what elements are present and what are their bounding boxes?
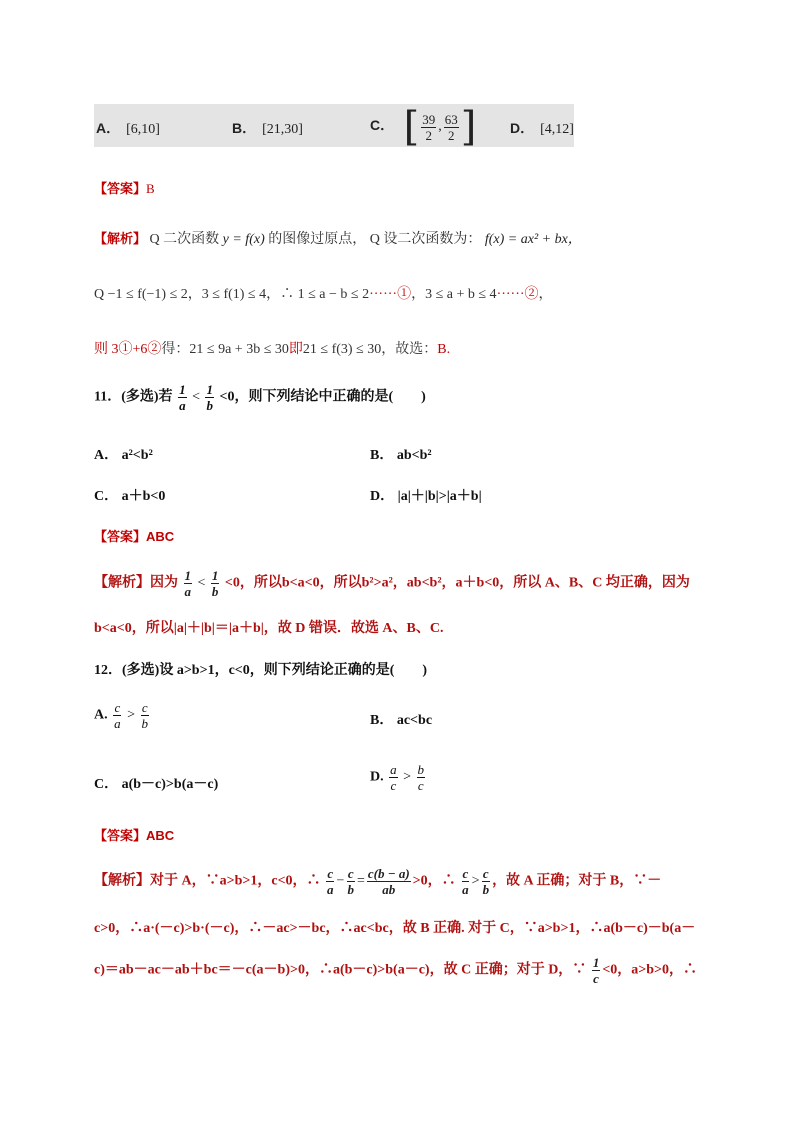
- option-c: C． [ $\frac{39}{2}$ , $\frac{63}{2}$ ]: [370, 104, 477, 150]
- q12-option-a: A. $\frac{c}{a}$ > $\frac{c}{b}$: [94, 700, 149, 731]
- q12-analysis-line3: c)＝ab－ac－ab＋bc＝－c(a－b)>0，∴a(b－c)>b(a－c)，故 C 正确；对于 D，∵ $\frac{1}{c}$ <0，a>b>0，∴: [94, 955, 698, 986]
- q11-analysis-line1: 【解析】因为 $\frac{1}{a}$ < $\frac{1}{b}$ <0，所以b<a<0，所以b²>a²，ab<b²，a＋b<0，所以 A、B、C 均正确，因为: [94, 568, 690, 599]
- q11-option-b: B． ab<b²: [370, 448, 432, 463]
- q11-stem: 11．(多选)若 $\frac{1}{a}$ < $\frac{1}{b}$ <0，则下列结论中正确的是( ): [94, 382, 426, 413]
- q10-analysis-line1: 【解析】 Q 二次函数 y = f(x) 的图像过原点， Q 设二次函数为： f(x) = ax² + bx，: [94, 231, 582, 247]
- q11-option-d: D． |a|＋|b|>|a＋b|: [370, 489, 482, 504]
- options-bar: [94, 104, 574, 150]
- option-b: B． [21,30]: [232, 120, 303, 137]
- q12-answer: 【答案】ABC: [94, 828, 175, 843]
- q12-option-d: D. $\frac{a}{c}$ > $\frac{b}{c}$: [370, 762, 425, 793]
- q10-analysis-line2: Q −1 ≤ f(−1) ≤ 2，3 ≤ f(1) ≤ 4，∴ 1 ≤ a − b ≤ 2······①，3 ≤ a + b ≤ 4······②，: [94, 287, 553, 302]
- q11-analysis-line2: b<a<0，所以|a|＋|b|＝|a＋b|，故 D 错误．故选 A、B、C.: [94, 621, 444, 636]
- option-a: A． [6,10]: [96, 120, 160, 137]
- q12-analysis-line2: c>0，∴a·(－c)>b·(－c)，∴－ac>－bc，∴ac<bc，故 B 正确. 对于 C，∵a>b>1，∴a(b－c)－b(a－: [94, 921, 696, 936]
- option-d: D． [4,12]: [510, 120, 574, 137]
- q11-option-a: A． a²<b²: [94, 448, 153, 463]
- q12-option-b: B． ac<bc: [370, 713, 433, 728]
- q12-analysis-line1: 【解析】对于 A，∵a>b>1，c<0，∴ $\frac{c}{a}$ − $\frac{c}{b}$ = $\frac{c(b - a)}{ab}$ >0，∴ $\frac{c}{a}$ > $\frac{c}{b}$ ，故 A 正确；对于 B，∵－: [94, 866, 662, 897]
- q11-answer: 【答案】ABC: [94, 529, 175, 544]
- q11-option-c: C． a＋b<0: [94, 489, 166, 504]
- q10-answer: 【答案】B: [94, 181, 155, 196]
- q12-option-c: C． a(b－c)>b(a－c): [94, 777, 219, 792]
- q10-analysis-line3: 则 3①+6②得：21 ≤ 9a + 3b ≤ 30即21 ≤ f(3) ≤ 30，故选：B.: [94, 342, 451, 357]
- q12-stem: 12．(多选)设 a>b>1，c<0，则下列结论正确的是( ): [94, 663, 428, 678]
